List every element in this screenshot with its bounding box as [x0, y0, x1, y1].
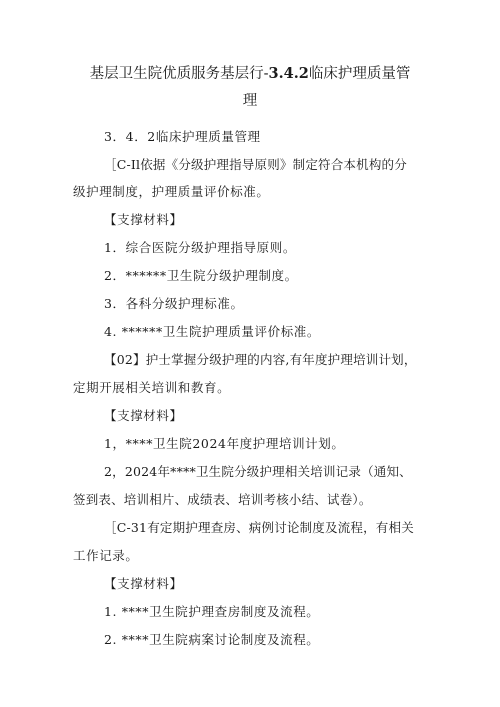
supporting-materials-heading-1: 【支撑材料】: [104, 212, 183, 227]
title-line-1: [70, 60, 430, 88]
title-number: 3.4.2: [268, 65, 309, 82]
supporting-materials-heading-3: 【支撑材料】: [104, 576, 183, 591]
title-line-2: 理: [242, 93, 258, 109]
criterion-c2-line-2: 定期开展相关培训和教育。: [73, 380, 231, 395]
section-heading: 3．4．2临床护理质量管理: [104, 129, 261, 144]
material-item: 1，****卫生院2024年度护理培训计划。: [104, 436, 345, 451]
material-item: 3．各科分级护理标准。: [104, 296, 244, 311]
criterion-c3-line-2: 工作记录。: [73, 548, 139, 563]
material-item: 2．******卫生院分级护理制度。: [104, 268, 298, 283]
material-item-continued: 签到表、培训相片、成绩表、培训考核小结、试卷）。: [73, 492, 372, 507]
supporting-materials-heading-2: 【支撑材料】: [104, 408, 183, 423]
material-item: 1. ****卫生院护理查房制度及流程。: [104, 604, 320, 619]
document-title: [70, 60, 430, 115]
material-item: 2，2024年****卫生院分级护理相关培训记录（通知、: [104, 464, 412, 479]
criterion-c1-line-1: ［C-Il依据《分级护理指导原则》制定符合本机构的分: [104, 157, 407, 172]
material-item: 2. ****卫生院病案讨论制度及流程。: [104, 632, 320, 647]
criterion-c2-line-1: 【02】护士掌握分级护理的内容,有年度护理培训计划，: [104, 352, 417, 367]
title-suffix: 临床护理质量管: [308, 66, 411, 82]
title-prefix: 基层卫生院优质服务基层行-: [89, 66, 269, 82]
material-item: 1．综合医院分级护理指导原则。: [104, 240, 296, 255]
criterion-c1-line-2: 级护理制度，护理质量评价标准。: [73, 184, 270, 199]
criterion-c3-line-1: ［C-31有定期护理查房、病例讨论制度及流程，有相关: [104, 520, 414, 535]
material-item: 4. ******卫生院护理质量评价标准。: [104, 324, 321, 339]
